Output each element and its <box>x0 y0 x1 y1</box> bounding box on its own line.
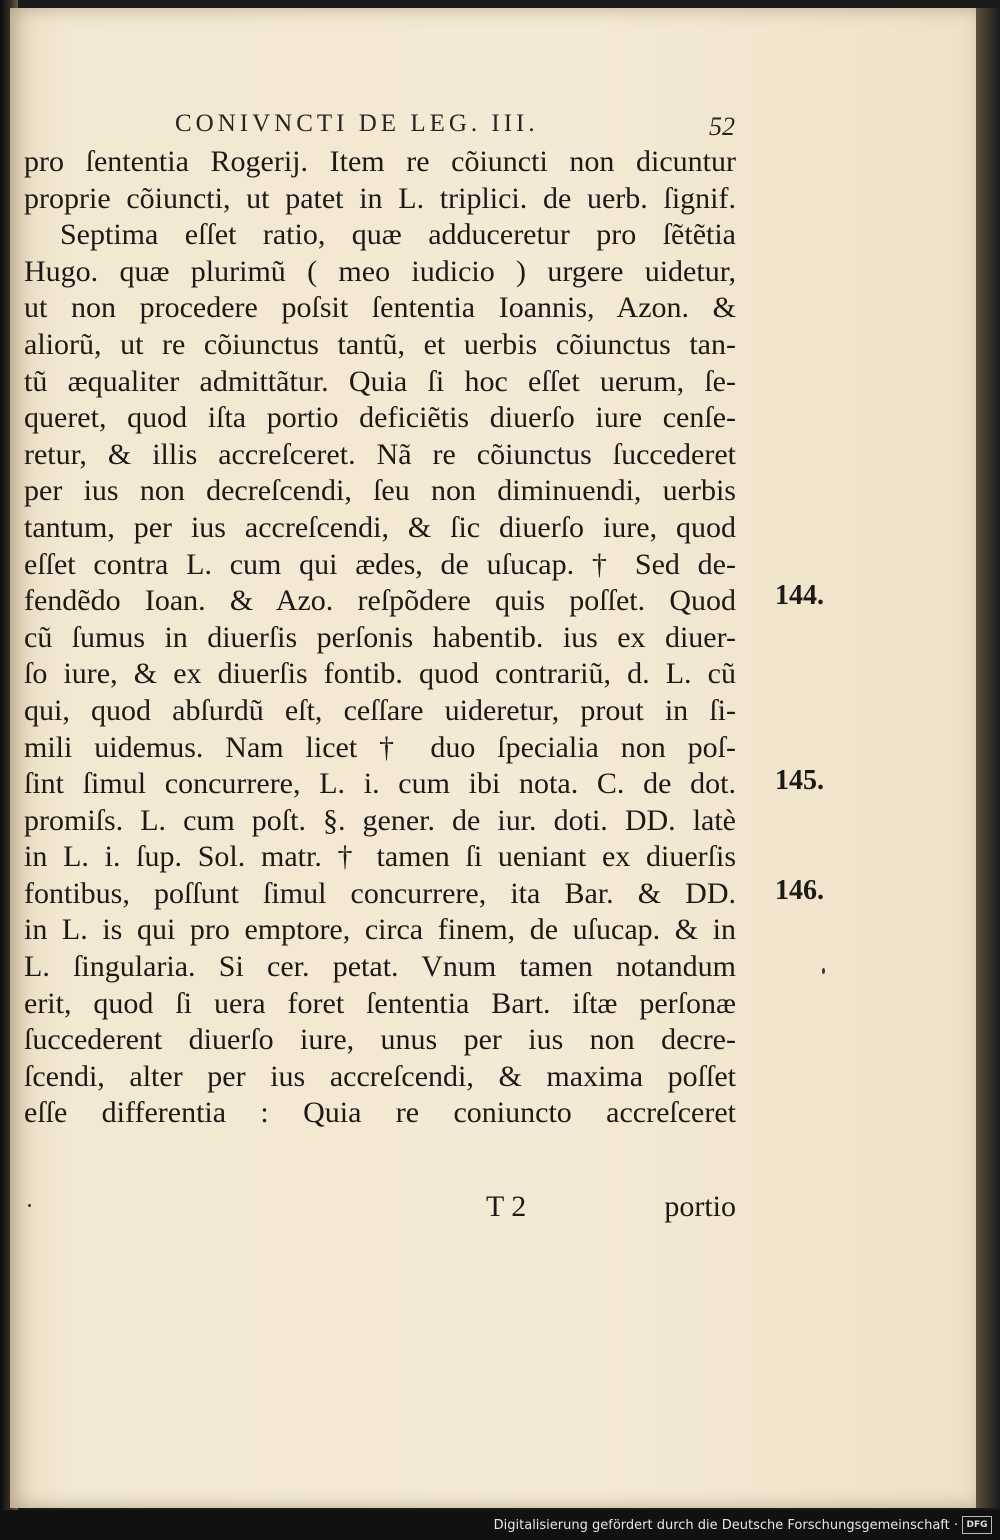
text-line: mili uidemus. Nam licet † duo ſpecialia non poſ- <box>24 730 736 764</box>
text-line: Hugo. quæ plurimũ ( meo iudicio ) urgere uidetur, <box>24 254 736 288</box>
text-line: in L. i. ſup. Sol. matr. † tamen ſi ueniant ex diuerſis <box>24 840 736 874</box>
text-line: per ius non decreſcendi, ſeu non diminuendi, uerbis <box>24 474 736 508</box>
text-line: promiſs. L. cum poſt. §. gener. de iur. doti. DD. latè <box>24 803 736 837</box>
text-line: erit, quod ſi uera foret ſententia Bart. iſtæ perſonæ <box>24 986 736 1020</box>
text-line: qui, quod abſurdũ eſt, ceſſare uideretur, prout in ſi- <box>24 693 736 727</box>
text-line: in L. is qui pro emptore, circa finem, de uſucap. & in <box>24 913 736 947</box>
text-line: ſcendi, alter per ius accreſcendi, & maxima poſſet <box>24 1059 736 1093</box>
text-line: Septima eſſet ratio, quæ adduceretur pro ſẽtẽtia <box>60 218 736 252</box>
page-header <box>175 110 735 144</box>
text-line: fontibus, poſſunt ſimul concurrere, ita Bar. & DD. <box>24 876 736 910</box>
text-line: ſint ſimul concurrere, L. i. cum ibi nota. C. de dot. <box>24 767 736 801</box>
catchword: portio <box>664 1190 736 1223</box>
page-foot-line <box>24 1190 736 1230</box>
footer-bar <box>0 1510 1000 1540</box>
text-line: L. ſingularia. Si cer. petat. Vnum tamen notandum <box>24 950 736 984</box>
text-line: tũ æqualiter admittãtur. Quia ſi hoc eſſet uerum, ſe- <box>24 364 736 398</box>
marginal-number: 144. <box>775 580 824 611</box>
page-edge <box>976 8 1000 1508</box>
text-line: retur, & illis accreſceret. Nã re cõiunctus ſuccederet <box>24 437 736 471</box>
running-title: CONIVNCTI DE LEG. III. <box>175 110 539 137</box>
marginal-number: 146. <box>775 875 824 906</box>
text-line: proprie cõiuncti, ut patet in L. triplici. de uerb. ſignif. <box>24 181 736 215</box>
funding-credit: Digitalisierung gefördert durch die Deutsche Forschungsgemeinschaft · <box>493 1518 958 1533</box>
folio-number: 52 <box>709 112 735 141</box>
text-line: cũ ſumus in diuerſis perſonis habentib. ius ex diuer- <box>24 620 736 654</box>
signature-mark: T 2 <box>486 1190 527 1223</box>
body-text <box>24 144 736 1132</box>
text-line: ſuccederent diuerſo iure, unus per ius non decre- <box>24 1023 736 1057</box>
text-line: fendẽdo Ioan. & Azo. reſpõdere quis poſſet. Quod <box>24 584 736 618</box>
text-line: queret, quod iſta portio deficiẽtis diuerſo iure cenſe- <box>24 401 736 435</box>
text-line: eſſe differentia : Quia re coniuncto accreſceret <box>24 1096 736 1130</box>
dfg-logo-icon: DFG <box>962 1516 992 1534</box>
text-line: eſſet contra L. cum qui ædes, de uſucap. † Sed de- <box>24 547 736 581</box>
paper-speck <box>822 968 825 974</box>
text-line: tantum, per ius accreſcendi, & ſic diuerſo iure, quod <box>24 510 736 544</box>
text-line: pro ſententia Rogerij. Item re cõiuncti non dicuntur <box>24 145 736 178</box>
text-line: ut non procedere poſsit ſententia Ioannis, Azon. & <box>24 291 736 325</box>
paper-speck <box>28 1204 31 1207</box>
text-line: ſo iure, & ex diuerſis fontib. quod contrariũ, d. L. cũ <box>24 657 736 691</box>
marginal-number: 145. <box>775 765 824 796</box>
text-line: aliorũ, ut re cõiunctus tantũ, et uerbis cõiunctus tan- <box>24 327 736 361</box>
